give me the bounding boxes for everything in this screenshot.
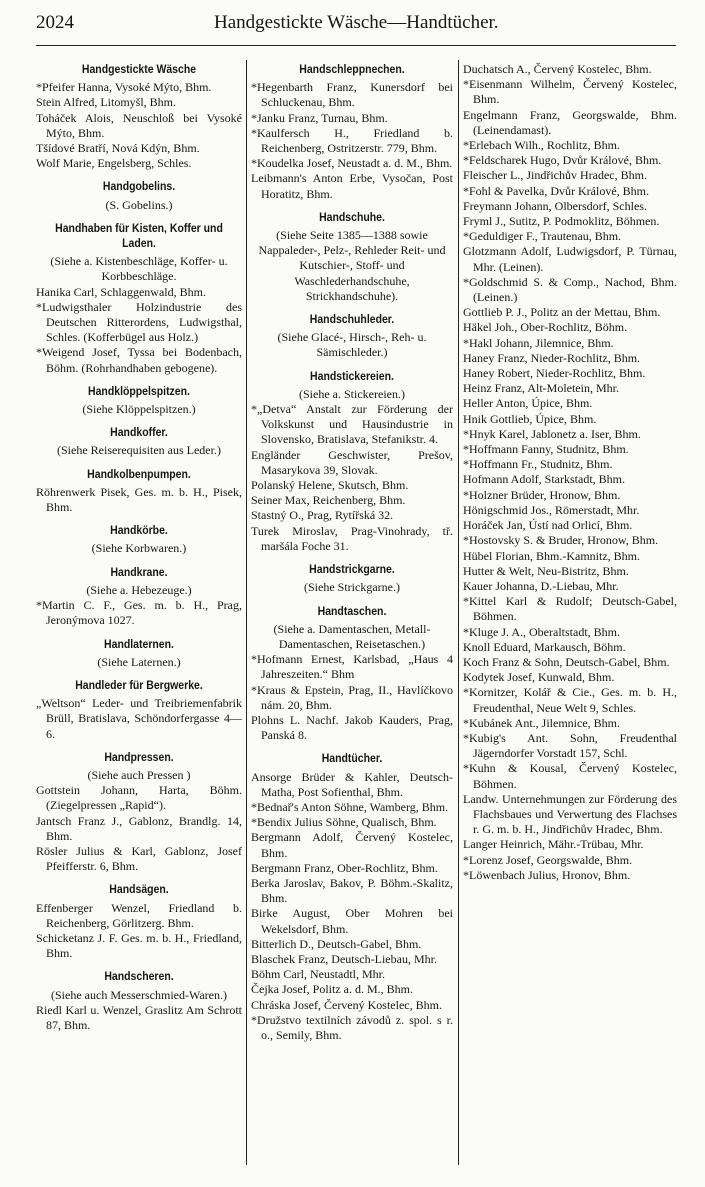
directory-entry: Hofmann Adolf, Starkstadt, Bhm. <box>463 472 625 487</box>
section-heading: Handkörbe. <box>110 523 168 538</box>
directory-entry: Chráska Josef, Červený Kostelec, Bhm. <box>251 997 442 1012</box>
section-heading: Handschleppnechen. <box>299 62 405 76</box>
cross-reference: (Siehe Glacé-, Hirsch-, Reh- u. Sämischleder.) <box>277 330 427 360</box>
directory-entry: Bergmann Franz, Ober-Rochlitz, Bhm. <box>251 860 438 875</box>
cross-reference: (Siehe Klöppelspitzen.) <box>82 402 196 417</box>
directory-entry: *Hofmann Ernest, Karlsbad, „Haus 4 Jahreszeiten.“ Bhm <box>251 652 453 682</box>
directory-entry: Stastný O., Prag, Rytířská 32. <box>251 508 394 523</box>
directory-entry: *Kornitzer, Kolář & Cie., Ges. m. b. H., Freudenthal, Neue Welt 9, Schles. <box>463 685 677 715</box>
header-rule <box>36 45 676 46</box>
directory-entry: *Ludwigsthaler Holzindustrie des Deutschen Ritterordens, Ludwigsthal, Schles. (Kofferbügel aus Holz.) <box>36 299 242 345</box>
directory-entry: Rösler Julius & Karl, Gablonz, Josef Pfeifferstr. 6, Bhm. <box>36 843 242 874</box>
directory-entry: Schicketanz J. F. Ges. m. b. H., Friedland, Bhm. <box>36 930 242 961</box>
directory-entry: Turek Miroslav, Prag-Vinohrady, tř. maršála Foche 31. <box>251 523 453 553</box>
directory-entry: Hübel Florian, Bhm.-Kamnitz, Bhm. <box>463 548 640 563</box>
cross-reference: (Siehe a. Damentaschen, Metall-Damentaschen, Reisetaschen.) <box>273 621 431 651</box>
directory-entry: *Holzner Brüder, Hronow, Bhm. <box>463 487 621 502</box>
directory-entry: Blaschek Franz, Deutsch-Liebau, Mhr. <box>251 951 437 966</box>
section-heading: Handleder für Bergwerke. <box>75 677 203 692</box>
section-heading: Handschuhe. <box>319 209 385 224</box>
directory-entry: Jantsch Franz J., Gablonz, Brandlg. 14, Bhm. <box>36 813 242 843</box>
section-heading: Handhaben für Kisten, Koffer und Laden. <box>55 220 223 251</box>
directory-entry: Hutter & Welt, Neu-Bistritz, Bhm. <box>463 563 629 578</box>
directory-entry: Engelmann Franz, Georgswalde, Bhm. (Leinendamast). <box>463 107 677 137</box>
section-heading: Handstickereien. <box>310 368 394 383</box>
cross-reference: (Siehe a. Kistenbeschläge, Koffer- u. Korbbeschläge. <box>50 254 228 284</box>
page-number: 2024 <box>36 12 74 33</box>
cross-reference: (Siehe a. Hebezeuge.) <box>86 582 192 597</box>
directory-entry: Birke August, Ober Mohren bei Wekelsdorf, Bhm. <box>251 906 453 936</box>
directory-entry: Freymann Johann, Olbersdorf, Schles. <box>463 198 647 213</box>
directory-entry: Horáček Jan, Ústí nad Orlicí, Bhm. <box>463 518 633 533</box>
section-heading: Handschuhleder. <box>309 312 395 327</box>
directory-entry: Leibmann's Anton Erbe, Vysočan, Post Horatitz, Bhm. <box>251 171 453 201</box>
directory-entry: Glotzmann Adolf, Ludwigsdorf, P. Türnau, Mhr. (Leinen). <box>463 244 677 274</box>
section-heading: Handkolbenpumpen. <box>87 466 191 481</box>
page-header <box>36 12 676 42</box>
cross-reference: (Siehe Seite 1385—1388 sowie Nappaleder-, Pelz-, Rehleder Reit- und Kutschier-, Stoff- und Waschlederhandschuhe, Strickhandschuhe). <box>258 228 446 303</box>
directory-entry: Seiner Max, Reichenberg, Bhm. <box>251 493 406 508</box>
directory-entry: Plohns L. Nachf. Jakob Kauders, Prag, Panská 8. <box>251 712 453 743</box>
section-heading: Handsägen. <box>109 882 169 897</box>
directory-entry: *Hegenbarth Franz, Kunersdorf bei Schluckenau, Bhm. <box>251 80 453 110</box>
column-divider <box>458 60 459 1165</box>
page-title: Handgestickte Wäsche—Handtücher. <box>214 12 499 33</box>
directory-entry: Landw. Unternehmungen zur Förderung des Flachsbaues und Verwertung des Flachses r. G. m. b. H., Jindřichův Hradec, Bhm. <box>463 791 677 837</box>
directory-entry: *Kittel Karl & Rudolf; Deutsch-Gabel, Böhmen. <box>463 594 677 624</box>
directory-entry: Hnik Gottlieb, Úpice, Bhm. <box>463 411 597 426</box>
directory-entry: Koch Franz & Sohn, Deutsch-Gabel, Bhm. <box>463 654 670 669</box>
directory-entry: Berka Jaroslav, Bakov, P. Böhm.-Skalitz, Bhm. <box>251 875 453 906</box>
directory-entry: *Hnyk Karel, Jablonetz a. Iser, Bhm. <box>463 426 641 441</box>
directory-entry: *Pfeifer Hanna, Vysoké Mýto, Bhm. <box>36 80 212 95</box>
cross-reference: (Siehe Reiserequisiten aus Leder.) <box>57 443 221 458</box>
directory-entry: *Hoffmann Fanny, Studnitz, Bhm. <box>463 442 629 457</box>
directory-entry: Gottlieb P. J., Politz an der Mettau, Bhm. <box>463 305 661 320</box>
section-heading: Handlaternen. <box>104 636 174 651</box>
directory-entry: *Kubig's Ant. Sohn, Freudenthal Jägerndorfer Vorstadt 157, Schl. <box>463 730 677 761</box>
directory-entry: *Janku Franz, Turnau, Bhm. <box>251 110 388 125</box>
section-heading: Handgestickte Wäsche <box>81 62 197 76</box>
directory-entry: Hanika Carl, Schlaggenwald, Bhm. <box>36 284 206 299</box>
directory-entry: Bergmann Adolf, Červený Kostelec, Bhm. <box>251 830 453 860</box>
section-heading: Handkrane. <box>110 564 168 579</box>
section-heading: Handtücher. <box>321 751 383 766</box>
directory-entry: Bitterlich D., Deutsch-Gabel, Bhm. <box>251 936 422 951</box>
directory-entry: *Hakl Johann, Jilemnice, Bhm. <box>463 335 614 350</box>
section-heading: Handkoffer. <box>110 425 168 440</box>
directory-entry: Engländer Geschwister, Prešov, Masarykova 39, Slovak. <box>251 447 453 477</box>
directory-entry: Ansorge Brüder & Kahler, Deutsch-Matha, Post Sofienthal, Bhm. <box>251 769 453 799</box>
directory-entry: Fleischer L., Jindřichův Hradec, Bhm. <box>463 168 647 183</box>
directory-entry: Riedl Karl u. Wenzel, Graslitz Am Schrott 87, Bhm. <box>36 1002 242 1032</box>
directory-entry: Fryml J., Sutitz, P. Podmoklitz, Böhmen. <box>463 214 660 229</box>
directory-entry: *Erlebach Wilh., Rochlitz, Bhm. <box>463 138 620 153</box>
directory-entry: Häkel Joh., Ober-Rochlitz, Böhm. <box>463 320 628 335</box>
directory-entry: „Weltson“ Leder- und Treibriemenfabrik Brüll, Bratislava, Schöndorfergasse 4—6. <box>36 696 242 741</box>
directory-entry: Röhrenwerk Pisek, Ges. m. b. H., Pisek, Bhm. <box>36 484 242 515</box>
directory-entry: *Hostovsky S. & Bruder, Hronow, Bhm. <box>463 533 659 548</box>
cross-reference: (S. Gobelins.) <box>105 197 173 212</box>
cross-reference: (Siehe auch Pressen ) <box>87 767 191 782</box>
directory-entry: Hönigschmid Jos., Römerstadt, Mhr. <box>463 502 640 517</box>
column-3 <box>463 62 677 883</box>
cross-reference: (Siehe auch Messerschmied-Waren.) <box>51 987 227 1002</box>
directory-entry: Tšídové Bratří, Nová Kdýn, Bhm. <box>36 141 200 156</box>
section-heading: Handscheren. <box>104 969 174 984</box>
directory-entry: *Bendix Julius Söhne, Qualisch, Bhm. <box>251 815 437 830</box>
directory-entry: *Goldschmid S. & Comp., Nachod, Bhm. (Leinen.) <box>463 274 677 305</box>
cross-reference: (Siehe a. Stickereien.) <box>299 386 405 401</box>
directory-entry: Duchatsch A., Červený Kostelec, Bhm. <box>463 62 652 76</box>
section-heading: Handgobelins. <box>102 179 176 194</box>
directory-entry: *Hoffmann Fr., Studnitz, Bhm. <box>463 457 613 472</box>
directory-entry: *Kraus & Epstein, Prag, II., Havlíčkovo nám. 20, Bhm. <box>251 682 453 712</box>
directory-entry: *Družstvo textilních závodů z. spol. s r. o., Semily, Bhm. <box>251 1012 453 1042</box>
directory-entry: *Eisenmann Wilhelm, Červený Kostelec, Bhm. <box>463 77 677 107</box>
directory-entry: *Kuhn & Kousal, Červený Kostelec, Böhmen. <box>463 761 677 791</box>
cross-reference: (Siehe Strickgarne.) <box>304 580 400 595</box>
cross-reference: (Siehe Korbwaren.) <box>91 541 187 556</box>
directory-entry: *Kaulfersch H., Friedland b. Reichenberg, Ostritzerstr. 779, Bhm. <box>251 125 453 156</box>
section-heading: Handpressen. <box>104 749 174 764</box>
directory-entry: *Löwenbach Julius, Hronov, Bhm. <box>463 867 631 882</box>
section-heading: Handstrickgarne. <box>309 562 395 577</box>
directory-entry: Polanský Helene, Skutsch, Bhm. <box>251 478 409 493</box>
directory-entry: Knoll Eduard, Markausch, Böhm. <box>463 639 626 654</box>
directory-entry: Effenberger Wenzel, Friedland b. Reichenberg, Görlitzerg. Bhm. <box>36 900 242 930</box>
directory-entry: *Martin C. F., Ges. m. b. H., Prag, Jeronýmova 1027. <box>36 598 242 628</box>
directory-entry: Haney Franz, Nieder-Rochlitz, Bhm. <box>463 350 641 365</box>
directory-entry: Čejka Josef, Politz a. d. M., Bhm. <box>251 982 413 997</box>
directory-entry: Gottstein Johann, Harta, Böhm. (Ziegelpressen „Rapid“). <box>36 783 242 813</box>
column-divider <box>246 60 247 1165</box>
directory-entry: *Feldscharek Hugo, Dvůr Králové, Bhm. <box>463 153 662 168</box>
directory-entry: *Geduldiger F., Trautenau, Bhm. <box>463 229 622 244</box>
cross-reference: (Siehe Laternen.) <box>97 654 181 669</box>
directory-entry: Wolf Marie, Engelsberg, Schles. <box>36 156 192 171</box>
directory-entry: *Kluge J. A., Oberaltstadt, Bhm. <box>463 624 620 639</box>
section-heading: Handklöppelspitzen. <box>88 383 190 398</box>
directory-entry: *„Detva“ Anstalt zur Förderung der Volkskunst und Hausindustrie in Slovensko, Bratislava, Stefanikstr. 4. <box>251 402 453 447</box>
directory-entry: *Weigend Josef, Tyssa bei Bodenbach, Böhm. (Rohrhandhaben gebogene). <box>36 345 242 375</box>
column-2 <box>251 62 453 1043</box>
directory-entry: *Fohl & Pavelka, Dvůr Králové, Bhm. <box>463 183 649 198</box>
directory-entry: *Bednař's Anton Söhne, Wamberg, Bhm. <box>251 799 449 814</box>
column-1 <box>36 62 242 1033</box>
section-heading: Handtaschen. <box>317 603 387 618</box>
directory-entry: Kodytek Josef, Kunwald, Bhm. <box>463 670 615 685</box>
directory-entry: Böhm Carl, Neustadtl, Mhr. <box>251 967 385 982</box>
directory-entry: *Kubánek Ant., Jilemnice, Bhm. <box>463 715 620 730</box>
directory-entry: Toháček Alois, Neuschloß bei Vysoké Mýto, Bhm. <box>36 110 242 140</box>
directory-entry: Heller Anton, Úpice, Bhm. <box>463 396 593 411</box>
directory-entry: Langer Heinrich, Mähr.-Trübau, Mhr. <box>463 837 644 852</box>
directory-entry: Heinz Franz, Alt-Moletein, Mhr. <box>463 381 619 396</box>
directory-entry: Haney Robert, Nieder-Rochlitz, Bhm. <box>463 366 646 381</box>
directory-entry: Kauer Johanna, D.-Liebau, Mhr. <box>463 578 619 593</box>
directory-entry: Stein Alfred, Litomyšl, Bhm. <box>36 95 176 110</box>
directory-entry: *Lorenz Josef, Georgswalde, Bhm. <box>463 852 633 867</box>
directory-entry: *Koudelka Josef, Neustadt a. d. M., Bhm. <box>251 156 453 171</box>
